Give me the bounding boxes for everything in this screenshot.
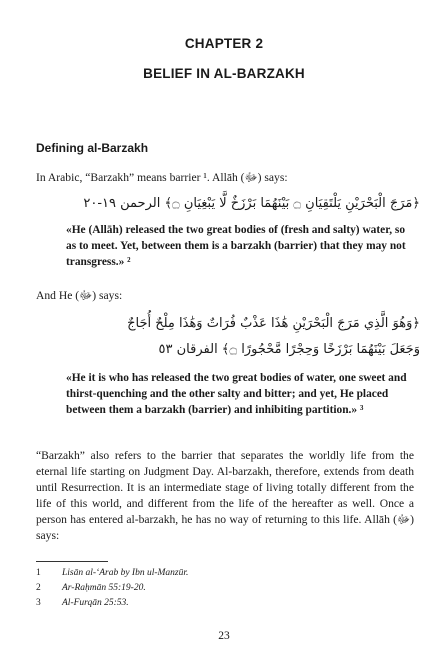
paragraph-and-he-says: And He (ﷻ) says: [36, 289, 123, 302]
footnote-3 [36, 597, 129, 610]
body-paragraph: “Barzakh” also refers to the barrier that separates the worldly life from the eternal life starting on Judgment Day. Al-barzakh, therefore, extends from death until Resurrection. It is an intermediate stage of living totally different from the life of this world, and different from the life of the hereafter as well. Once a person has entered al-barzakh, he has no way of returning to this life. Allāh (ﷻ) says: [36, 449, 414, 542]
footnote-text: Al-Furqān 25:53. [62, 598, 129, 608]
quote-translation-2: «He it is who has released the two great bodies of water, one sweet and thirst-quenching and the other salty and bitter; and yet, He placed between them a barzakh (barrier) and inhibiting partition.» ³ [66, 372, 407, 416]
footnote-text: Lisān al-‘Arab by Ibn ul-Manzūr. [62, 568, 189, 578]
arabic-verse-2-line-2: وَجَعَلَ بَيْنَهُمَا بَرْزَخًا وَحِجْرًا مَّحْجُورًا ۝﴾ الفرقان ٥٣ [158, 342, 420, 357]
quote-translation-1: «He (Allāh) released the two great bodies of (fresh and salty) water, so as to meet. Yet, between them is a barzakh (barrier) that they may not transgress.» ² [66, 224, 406, 268]
arabic-verse-1: ﴿مَرَجَ الْبَحْرَيْنِ يَلْتَقِيَانِ ۝ بَيْنَهُمَا بَرْزَخٌ لَّا يَبْغِيَانِ ۝﴾ الرحمن ١٩-٢٠ [83, 196, 420, 211]
section-heading: Defining al-Barzakh [36, 141, 149, 155]
footnote-number: 1 [36, 568, 41, 578]
chapter-number: CHAPTER 2 [184, 36, 264, 51]
page-number: 23 [218, 630, 230, 642]
arabic-verse-2-line-1: ﴿وَهُوَ الَّذِي مَرَجَ الْبَحْرَيْنِ هَٰذَا عَذْبٌ فُرَاتٌ وَهَٰذَا مِلْحٌ أُجَاجٌ [127, 316, 420, 331]
footnote-divider [36, 561, 108, 562]
chapter-title: BELIEF IN AL-BARZAKH [143, 66, 305, 81]
footnote-2 [36, 582, 146, 595]
footnote-1 [36, 567, 188, 580]
footnote-text: Ar-Raḥmān 55:19-20. [62, 583, 146, 593]
footnote-number: 2 [36, 583, 41, 593]
footnote-number: 3 [36, 598, 41, 608]
paragraph-intro: In Arabic, “Barzakh” means barrier ¹. Allāh (ﷻ) says: [36, 171, 288, 184]
